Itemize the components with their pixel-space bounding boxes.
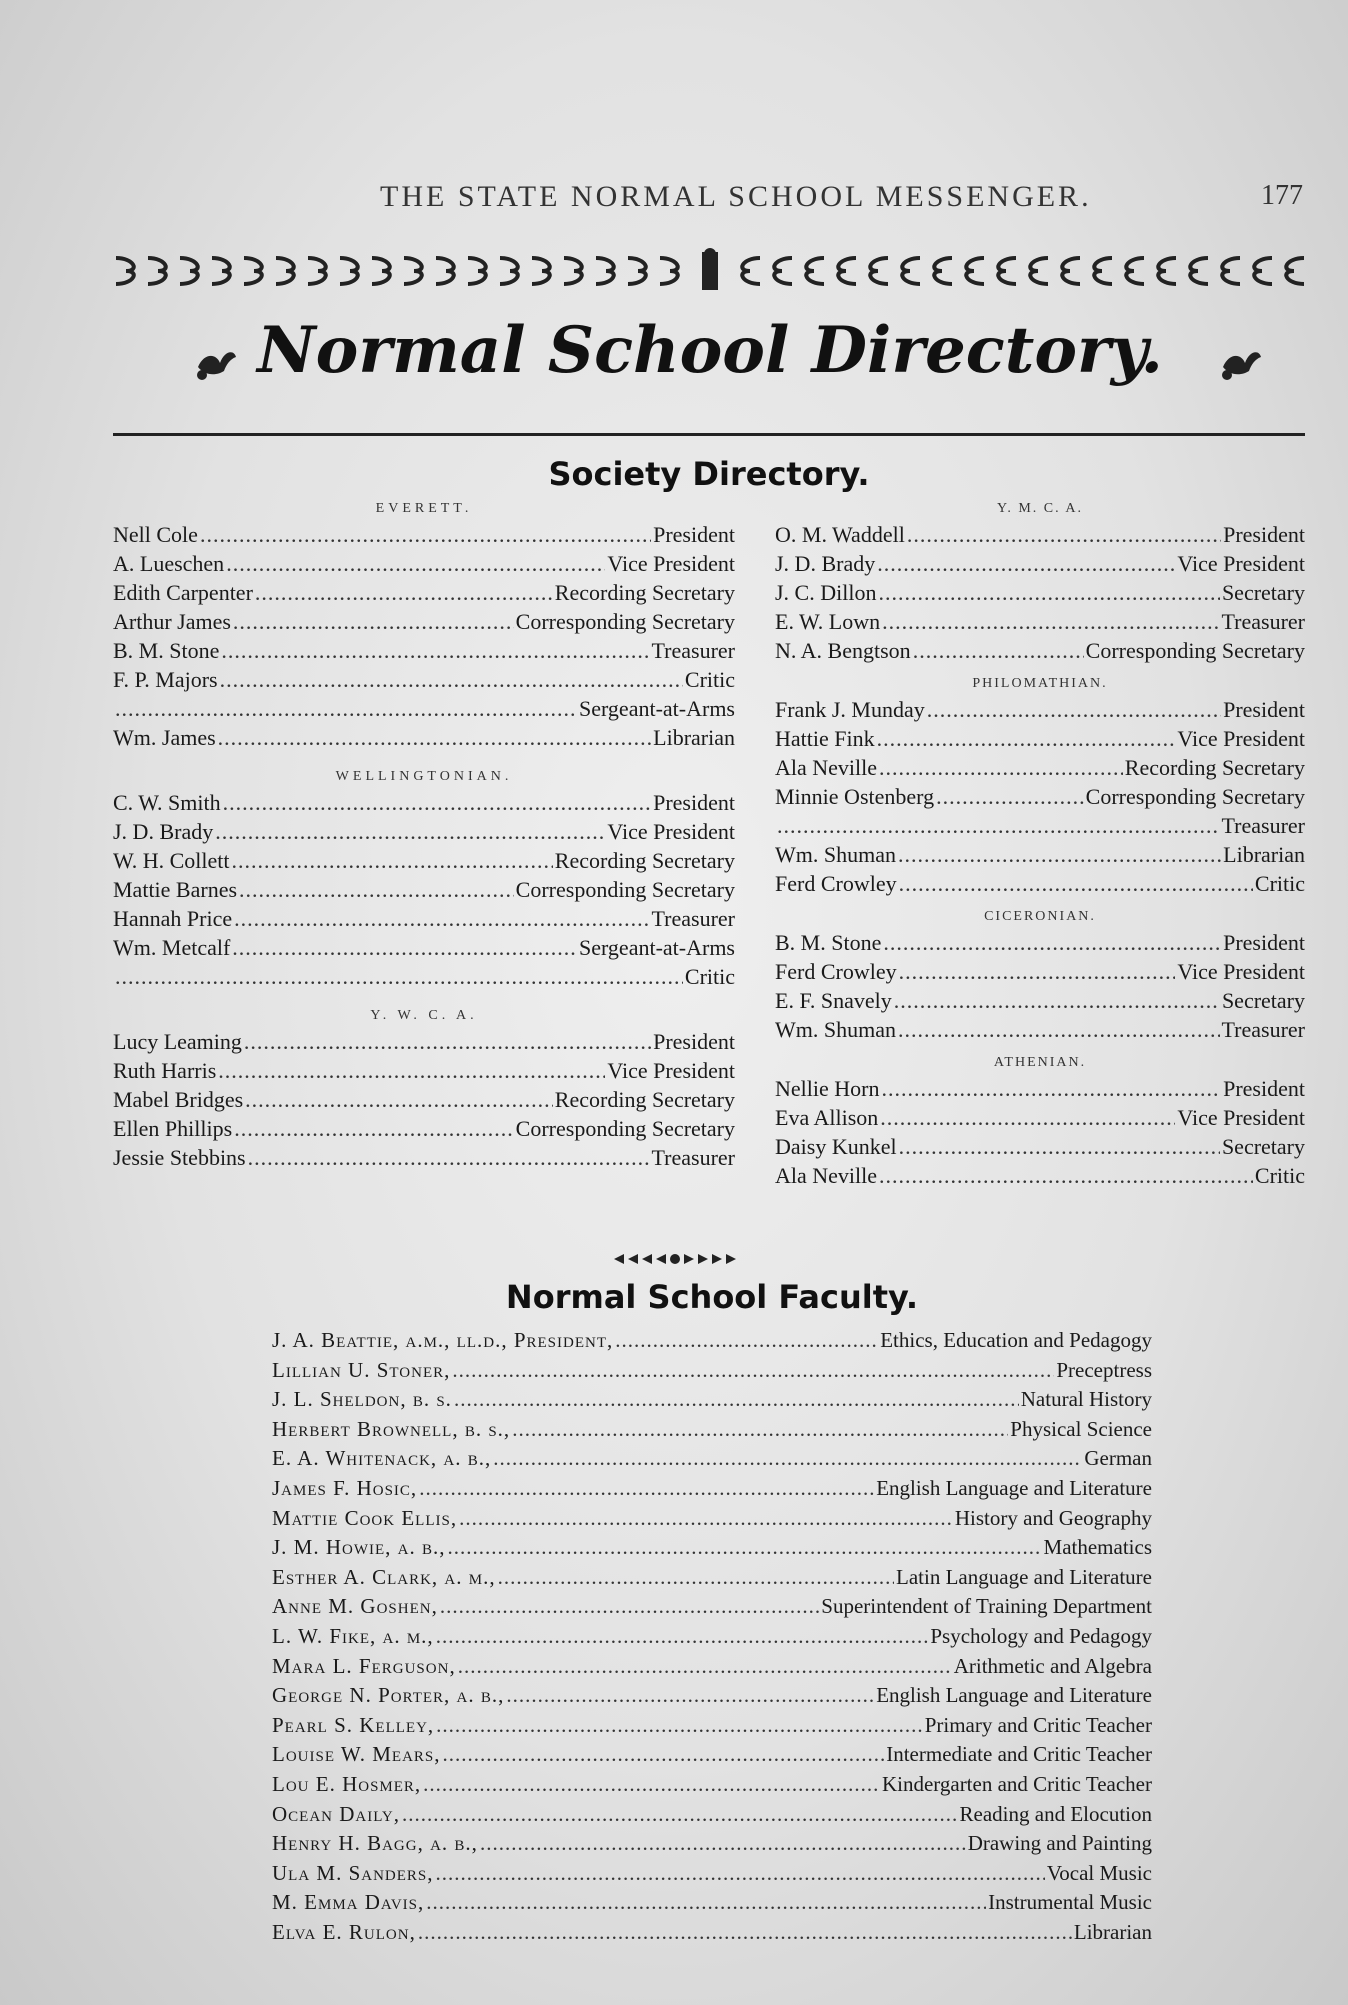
entry-role: Arithmetic and Algebra xyxy=(953,1653,1152,1678)
society-column-left xyxy=(113,498,735,1172)
entry-name: Edith Carpenter xyxy=(113,580,253,605)
entry-role: Reading and Elocution xyxy=(959,1801,1152,1826)
leader-dots xyxy=(498,1563,894,1593)
directory-entry xyxy=(113,1143,735,1172)
entry-role: Vice President xyxy=(607,551,735,576)
entry-role: Secretary xyxy=(1221,988,1305,1013)
entry-role: English Language and Literature xyxy=(876,1475,1152,1500)
directory-entry xyxy=(113,788,735,817)
society-column-right xyxy=(775,498,1305,1190)
entry-role: Corresponding Secretary xyxy=(1085,784,1305,809)
entry-role: Natural History xyxy=(1020,1387,1152,1412)
entry-name: Frank J. Munday xyxy=(775,697,925,722)
leader-dots xyxy=(115,694,577,723)
entry-role: Corresponding Secretary xyxy=(515,1116,735,1141)
entry-role: Drawing and Painting xyxy=(967,1831,1152,1856)
entry-name: Arthur James xyxy=(113,609,231,634)
entry-role: Critic xyxy=(1254,871,1305,896)
directory-entry xyxy=(113,817,735,846)
leader-dots xyxy=(879,753,1123,782)
leader-dots xyxy=(877,724,1176,753)
leader-dots xyxy=(245,1085,553,1114)
entry-role: Vice President xyxy=(1177,551,1305,576)
entry-role: Treasurer xyxy=(1221,1017,1305,1042)
directory-entry xyxy=(775,811,1305,840)
entry-role: Treasurer xyxy=(651,1145,735,1170)
leader-dots xyxy=(223,788,652,817)
entry-role: Vice President xyxy=(1177,1105,1305,1130)
entry-role: President xyxy=(1223,930,1305,955)
entry-name: E. A. Whitenack, a. b., xyxy=(272,1446,492,1471)
directory-entry xyxy=(272,1326,1152,1356)
society-name: Y. M. C. A. xyxy=(997,501,1083,516)
directory-entry xyxy=(272,1444,1152,1474)
entry-role: Treasurer xyxy=(651,638,735,663)
entry-role: Primary and Critic Teacher xyxy=(924,1712,1152,1737)
entry-role: Recording Secretary xyxy=(554,1087,735,1112)
leader-dots xyxy=(234,904,649,933)
entry-role: Mathematics xyxy=(1043,1535,1152,1560)
entry-name: J. D. Brady xyxy=(113,819,214,844)
entry-name: C. W. Smith xyxy=(113,790,221,815)
entry-role: Secretary xyxy=(1221,580,1305,605)
entry-name: E. W. Lown xyxy=(775,609,881,634)
entry-role: President xyxy=(1223,1076,1305,1101)
leader-dots xyxy=(419,1474,874,1504)
directory-entry xyxy=(113,846,735,875)
entry-role: Intermediate and Critic Teacher xyxy=(886,1742,1152,1767)
entry-name: Wm. James xyxy=(113,725,216,750)
entry-name: Mattie Barnes xyxy=(113,877,238,902)
leader-dots xyxy=(881,1074,1221,1103)
leader-dots xyxy=(221,636,649,665)
entry-name: Hattie Fink xyxy=(775,726,875,751)
directory-entry xyxy=(775,1103,1305,1132)
leader-dots xyxy=(512,1415,1008,1445)
directory-entry xyxy=(113,723,735,752)
entry-name: Wm. Shuman xyxy=(775,842,896,867)
directory-entry xyxy=(113,636,735,665)
leader-dots xyxy=(936,782,1084,811)
leader-dots xyxy=(443,1740,885,1770)
entry-name: Mattie Cook Ellis, xyxy=(272,1505,458,1530)
entry-name: Eva Allison xyxy=(775,1105,879,1130)
entry-name: M. Emma Davis, xyxy=(272,1890,425,1915)
directory-entry xyxy=(775,1015,1305,1044)
entry-name: Lucy Leaming xyxy=(113,1029,242,1054)
entry-name: Wm. Metcalf xyxy=(113,935,231,960)
entry-role: Librarian xyxy=(1073,1919,1152,1944)
entry-role: Corresponding Secretary xyxy=(515,877,735,902)
leader-dots xyxy=(452,1356,1054,1386)
entry-name: Esther A. Clark, a. m., xyxy=(272,1564,496,1589)
leader-dots xyxy=(402,1800,958,1830)
entry-name: George N. Porter, a. b., xyxy=(272,1683,505,1708)
entry-role: Recording Secretary xyxy=(554,580,735,605)
entry-role: President xyxy=(1223,522,1305,547)
entry-role: Librarian xyxy=(653,725,735,750)
directory-entry xyxy=(272,1918,1152,1948)
directory-entry xyxy=(113,1085,735,1114)
entry-name: Louise W. Mears, xyxy=(272,1742,441,1767)
entry-name: Lillian U. Stoner, xyxy=(272,1357,451,1382)
directory-entry xyxy=(775,636,1305,665)
directory-entry xyxy=(113,1114,735,1143)
directory-entry xyxy=(272,1504,1152,1534)
entry-role: Corresponding Secretary xyxy=(515,609,735,634)
entry-name: Ruth Harris xyxy=(113,1058,217,1083)
leader-dots xyxy=(423,1770,880,1800)
entry-role: Superintendent of Training Department xyxy=(821,1594,1152,1619)
directory-entry xyxy=(113,1056,735,1085)
entry-name: J. A. Beattie, a.m., ll.d., President, xyxy=(272,1328,614,1352)
entry-role: History and Geography xyxy=(954,1505,1152,1530)
entry-role: Treasurer xyxy=(1221,609,1305,634)
directory-entry xyxy=(113,694,735,723)
entry-role: Preceptress xyxy=(1056,1357,1152,1382)
directory-entry xyxy=(272,1385,1152,1415)
directory-entry xyxy=(775,1132,1305,1161)
fleuron-icon xyxy=(1215,335,1265,385)
directory-entry xyxy=(272,1888,1152,1918)
leader-dots xyxy=(244,1027,651,1056)
directory-entry xyxy=(272,1474,1152,1504)
leader-dots xyxy=(777,811,1220,840)
directory-entry xyxy=(272,1829,1152,1859)
entry-name: Ala Neville xyxy=(775,1163,878,1188)
entry-role: Librarian xyxy=(1223,842,1305,867)
entry-role: Vice President xyxy=(607,1058,735,1083)
entry-name: Anne M. Goshen, xyxy=(272,1594,438,1619)
society-name: CICERONIAN. xyxy=(984,909,1096,924)
entry-name: Ala Neville xyxy=(775,755,878,780)
entry-name: Ula M. Sanders, xyxy=(272,1860,434,1885)
directory-entry xyxy=(113,904,735,933)
leader-dots xyxy=(234,1114,513,1143)
directory-entry xyxy=(775,695,1305,724)
leader-dots xyxy=(898,1015,1220,1044)
leader-dots xyxy=(454,1385,1019,1415)
entry-name: Pearl S. Kelley, xyxy=(272,1712,435,1737)
entry-role: Vocal Music xyxy=(1046,1860,1152,1885)
entry-role: Vice President xyxy=(1177,959,1305,984)
entry-name: Hannah Price xyxy=(113,906,233,931)
entry-name: Henry H. Bagg, a. b., xyxy=(272,1831,478,1856)
directory-title-row xyxy=(110,305,1310,405)
entry-role: Psychology and Pedagogy xyxy=(930,1623,1152,1648)
directory-entry xyxy=(113,875,735,904)
leader-dots xyxy=(218,723,651,752)
directory-entry xyxy=(775,607,1305,636)
directory-entry xyxy=(272,1711,1152,1741)
entry-role: Kindergarten and Critic Teacher xyxy=(881,1771,1152,1796)
entry-role: Critic xyxy=(1254,1163,1305,1188)
directory-entry xyxy=(775,957,1305,986)
title-divider xyxy=(113,433,1305,436)
leader-dots xyxy=(615,1326,878,1356)
leader-dots xyxy=(899,869,1253,898)
directory-entry xyxy=(775,1074,1305,1103)
entry-name: Ocean Daily, xyxy=(272,1801,400,1826)
entry-name: Minnie Ostenberg xyxy=(775,784,935,809)
entry-role: Treasurer xyxy=(651,906,735,931)
leader-dots xyxy=(440,1592,819,1622)
society-directory-heading: Society Directory. xyxy=(548,455,870,493)
entry-name: J. M. Howie, a. b., xyxy=(272,1535,446,1560)
directory-entry xyxy=(775,840,1305,869)
leader-dots xyxy=(436,1859,1045,1889)
leader-dots xyxy=(878,578,1219,607)
directory-entry xyxy=(775,986,1305,1015)
entry-name: Nellie Horn xyxy=(775,1076,880,1101)
directory-entry xyxy=(113,933,735,962)
entry-name: W. H. Collett xyxy=(113,848,230,873)
entry-role: Corresponding Secretary xyxy=(1085,638,1305,663)
entry-name: F. P. Majors xyxy=(113,667,218,692)
entry-name: J. D. Brady xyxy=(775,551,876,576)
entry-role: Secretary xyxy=(1221,1134,1305,1159)
directory-entry xyxy=(113,1027,735,1056)
leader-dots xyxy=(426,1888,986,1918)
entry-role: Recording Secretary xyxy=(1124,755,1305,780)
entry-role: President xyxy=(653,1029,735,1054)
directory-entry xyxy=(113,578,735,607)
spacer xyxy=(113,991,735,1005)
leader-dots xyxy=(233,607,514,636)
entry-role: Sergeant-at-Arms xyxy=(579,935,735,960)
leader-dots xyxy=(232,846,553,875)
directory-entry xyxy=(775,869,1305,898)
entry-name: Daisy Kunkel xyxy=(775,1134,897,1159)
directory-entry xyxy=(113,665,735,694)
page-title: Normal School Directory. xyxy=(257,313,1163,388)
entry-role: Critic xyxy=(684,964,735,989)
directory-entry xyxy=(272,1681,1152,1711)
directory-entry xyxy=(775,549,1305,578)
directory-entry xyxy=(775,1161,1305,1190)
leader-dots xyxy=(232,933,577,962)
leader-dots xyxy=(459,1504,953,1534)
leader-dots xyxy=(879,1161,1253,1190)
leader-dots xyxy=(458,1652,952,1682)
entry-name: A. Lueschen xyxy=(113,551,225,576)
directory-entry xyxy=(272,1859,1152,1889)
entry-name: Wm. Shuman xyxy=(775,1017,896,1042)
entry-name: Jessie Stebbins xyxy=(113,1145,246,1170)
leader-dots xyxy=(899,1132,1220,1161)
entry-role: German xyxy=(1084,1446,1152,1471)
faculty-list xyxy=(272,1326,1152,1947)
directory-entry xyxy=(775,753,1305,782)
society-name: ATHENIAN. xyxy=(993,1055,1087,1070)
directory-entry xyxy=(113,520,735,549)
leader-dots xyxy=(255,578,553,607)
directory-entry xyxy=(272,1415,1152,1445)
society-name: EVERETT. xyxy=(375,501,473,516)
leader-dots xyxy=(480,1829,966,1859)
entry-name: Herbert Brownell, b. s., xyxy=(272,1416,511,1441)
spacer xyxy=(775,898,1305,906)
directory-entry xyxy=(272,1740,1152,1770)
entry-name: James F. Hosic, xyxy=(272,1475,418,1500)
leader-dots xyxy=(913,636,1084,665)
directory-entry xyxy=(113,607,735,636)
page-number: 177 xyxy=(1261,180,1303,211)
entry-role: English Language and Literature xyxy=(876,1683,1152,1708)
entry-role: Recording Secretary xyxy=(554,848,735,873)
entry-name: Ferd Crowley xyxy=(775,871,897,896)
spacer xyxy=(113,752,735,766)
entry-role: Treasurer xyxy=(1221,813,1305,838)
spacer xyxy=(775,665,1305,673)
leader-dots xyxy=(899,957,1176,986)
leader-dots xyxy=(418,1918,1072,1948)
entry-name: O. M. Waddell xyxy=(775,522,905,547)
entry-role: President xyxy=(653,522,735,547)
society-name: WELLINGTONIAN. xyxy=(335,769,513,784)
leader-dots xyxy=(448,1533,1042,1563)
entry-name: B. M. Stone xyxy=(113,638,220,663)
entry-name: Ellen Phillips xyxy=(113,1116,233,1141)
section-ornament-icon xyxy=(610,1250,740,1268)
leader-dots xyxy=(927,695,1221,724)
leader-dots xyxy=(436,1622,929,1652)
directory-entry xyxy=(272,1800,1152,1830)
leader-dots xyxy=(200,520,651,549)
entry-role: Latin Language and Literature xyxy=(896,1564,1152,1589)
directory-entry xyxy=(113,549,735,578)
entry-name: J. C. Dillon xyxy=(775,580,877,605)
entry-name: Nell Cole xyxy=(113,522,198,547)
entry-name: B. M. Stone xyxy=(775,930,882,955)
entry-name: N. A. Bengtson xyxy=(775,638,911,663)
leader-dots xyxy=(436,1711,923,1741)
directory-entry xyxy=(272,1563,1152,1593)
leader-dots xyxy=(215,817,605,846)
leader-dots xyxy=(218,1056,605,1085)
directory-entry xyxy=(775,782,1305,811)
leader-dots xyxy=(239,875,514,904)
entry-role: Ethics, Education and Pedagogy xyxy=(880,1328,1152,1352)
spacer xyxy=(775,1044,1305,1052)
entry-name: E. F. Snavely xyxy=(775,988,892,1013)
directory-entry xyxy=(272,1622,1152,1652)
leader-dots xyxy=(493,1444,1082,1474)
entry-name: J. L. Sheldon, b. s. xyxy=(272,1387,452,1412)
entry-name: Lou E. Hosmer, xyxy=(272,1771,422,1796)
directory-entry xyxy=(775,724,1305,753)
entry-name: Ferd Crowley xyxy=(775,959,897,984)
directory-entry xyxy=(775,520,1305,549)
entry-name: Elva E. Rulon, xyxy=(272,1919,416,1944)
leader-dots xyxy=(226,549,605,578)
directory-entry xyxy=(775,578,1305,607)
directory-entry xyxy=(272,1592,1152,1622)
society-name: PHILOMATHIAN. xyxy=(972,676,1108,691)
entry-role: Sergeant-at-Arms xyxy=(579,696,735,721)
running-title: THE STATE NORMAL SCHOOL MESSENGER. xyxy=(380,180,1092,213)
entry-role: Physical Science xyxy=(1010,1416,1152,1441)
entry-name: Mara L. Ferguson, xyxy=(272,1653,456,1678)
leader-dots xyxy=(898,840,1221,869)
entry-role: Critic xyxy=(684,667,735,692)
directory-entry xyxy=(272,1770,1152,1800)
entry-role: President xyxy=(1223,697,1305,722)
directory-entry xyxy=(113,962,735,991)
directory-entry xyxy=(272,1652,1152,1682)
leader-dots xyxy=(880,1103,1175,1132)
ornamental-rule-icon xyxy=(110,248,1310,294)
leader-dots xyxy=(883,928,1221,957)
leader-dots xyxy=(506,1681,874,1711)
society-name: Y. W. C. A. xyxy=(370,1008,478,1023)
directory-entry xyxy=(272,1533,1152,1563)
entry-name: L. W. Fike, a. m., xyxy=(272,1623,434,1648)
leader-dots xyxy=(115,962,683,991)
leader-dots xyxy=(220,665,683,694)
entry-role: Vice President xyxy=(1177,726,1305,751)
directory-entry xyxy=(775,928,1305,957)
leader-dots xyxy=(907,520,1221,549)
leader-dots xyxy=(877,549,1175,578)
entry-name: Mabel Bridges xyxy=(113,1087,244,1112)
entry-role: Vice President xyxy=(607,819,735,844)
directory-entry xyxy=(272,1356,1152,1386)
leader-dots xyxy=(248,1143,650,1172)
entry-role: President xyxy=(653,790,735,815)
running-head xyxy=(110,180,1313,216)
leader-dots xyxy=(894,986,1220,1015)
entry-role: Instrumental Music xyxy=(988,1890,1152,1915)
leader-dots xyxy=(882,607,1219,636)
faculty-heading: Normal School Faculty. xyxy=(505,1278,919,1316)
